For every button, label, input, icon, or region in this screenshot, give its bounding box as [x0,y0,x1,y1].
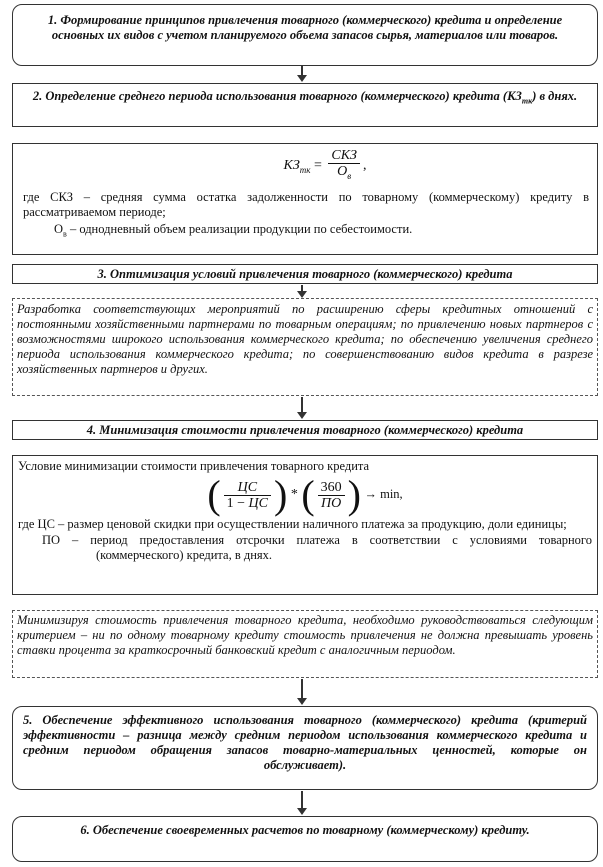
arrow-3 [299,285,305,298]
fraction-skz-o: $\frac{\text{СКЗ}}{О_в}$ [328,148,360,184]
step-6-text: 6. Обеспечение своевременных расчетов по товарному (коммерческому) кредиту. [80,823,530,837]
step-3-text: 3. Оптимизация условий привлечения товарного (коммерческого) кредита [97,267,513,281]
step-4-formula-box [12,455,598,595]
step-2-sub: тк [521,96,533,106]
step-2-box [12,83,598,127]
arrow-3b [299,397,305,419]
definition-skz: где СКЗ – средняя сумма остатка задолженности по товарному (коммерческому) кредиту в рассматриваемом периоде; [23,189,589,219]
step-3-details-box [12,298,598,396]
step-2-text: 2. Определение среднего периода использования товарного (коммерческого) кредита (КЗ [32,89,522,103]
step-6-box [12,816,598,862]
definition-cs: где ЦС – размер ценовой скидки при осуществлении наличного платежа за продукцию, доли единицы; [18,517,567,531]
step-3-box [12,264,598,284]
definition-po: ПО – период предоставления отсрочки платежа в соответствии с условиями товарного (коммерческого) кредита, в днях. [42,533,592,562]
step-1-text: 1. Формирование принципов привлечения товарного (коммерческого) кредита и определение основных их видов с учетом планируемого объема запасов сырья, материалов или товаров. [47,13,563,42]
step-5-text: 5. Обеспечение эффективного использования товарного (коммерческого) кредита (критерий эффективности – разница между средним периодом использования коммерческого кредита и средним периодом обращения запасов товарно-материальных ценностей, которые он обслуживает). [23,713,587,772]
step-5-box [12,706,598,790]
arrow-5 [299,791,305,815]
step-2-formula-box [12,143,598,255]
step-2-tail: ) в днях. [532,89,578,103]
arrow-1 [299,66,305,82]
formula-kz: $КЗ_{тк}$ = $\frac{\text{СКЗ}}{О_в}$ , [61,148,589,184]
step-4-details-text: Минимизируя стоимость привлечения товарного кредита, необходимо руководствоваться следующим критерием – ни по одному товарному кредиту стоимость привлечения не должна превышать уровень ставки процента за краткосрочный банковский кредит с аналогичным периодом. [17,613,593,657]
step-4-text: 4. Минимизация стоимости привлечения товарного (коммерческого) кредита [86,423,524,437]
step-3-details-text: Разработка соответствующих мероприятий по расширению сферы кредитных отношений с постоянными хозяйственными партнерами по товарным операциям; по привлечению новых партнеров с возможностями широкого использования коммерческого кредита; по обеспечению увеличения среднего периода использования коммерческого кредита; по совершенствованию видов кредита в разрезе хозяйственных партнеров и других. [17,302,593,376]
step-4-details-box [12,610,598,678]
step-1-box [12,4,598,66]
step-4-box [12,420,598,440]
minimization-intro: Условие минимизации стоимости привлечения товарного кредита [18,459,370,473]
arrow-4 [299,679,305,705]
formula-cost: ( $\frac{ЦС}{1 - ЦС}$ ) * ( $\frac{360}{ПО}$ ) → min, [207,472,403,517]
definition-o: $О_в$ – однодневный объем реализации продукции по себестоимости. [54,221,413,239]
